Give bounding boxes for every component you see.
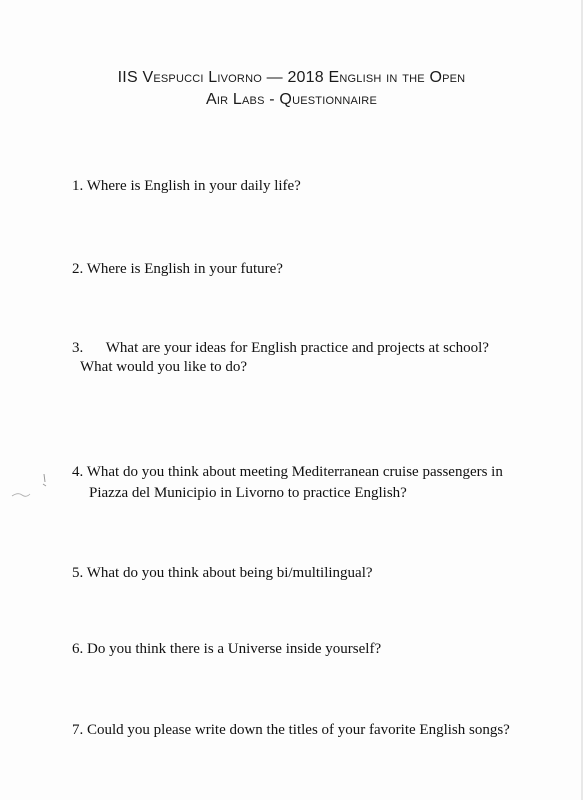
document-title-line-1: IIS Vespucci Livorno — 2018 English in the Open (117, 69, 466, 86)
question-4-line-1: 4. What do you think about meeting Mediterranean cruise passengers in (72, 464, 503, 480)
question-2: 2. Where is English in your future? (72, 261, 283, 277)
question-5: 5. What do you think about being bi/multilingual? (72, 565, 373, 581)
question-1: 1. Where is English in your daily life? (72, 178, 301, 194)
question-4-line-2: Piazza del Municipio in Livorno to practice English? (89, 485, 407, 501)
question-7: 7. Could you please write down the titles of your favorite English songs? (72, 722, 510, 738)
question-3-line-2: What would you like to do? (80, 359, 248, 375)
document-title-line-2: Air Labs - Questionnaire (205, 91, 377, 108)
question-6: 6. Do you think there is a Universe inside yourself? (72, 641, 382, 657)
question-3-line-1: 3. What are your ideas for English practice and projects at school? (72, 340, 489, 356)
scan-smudge-mark (8, 470, 52, 510)
